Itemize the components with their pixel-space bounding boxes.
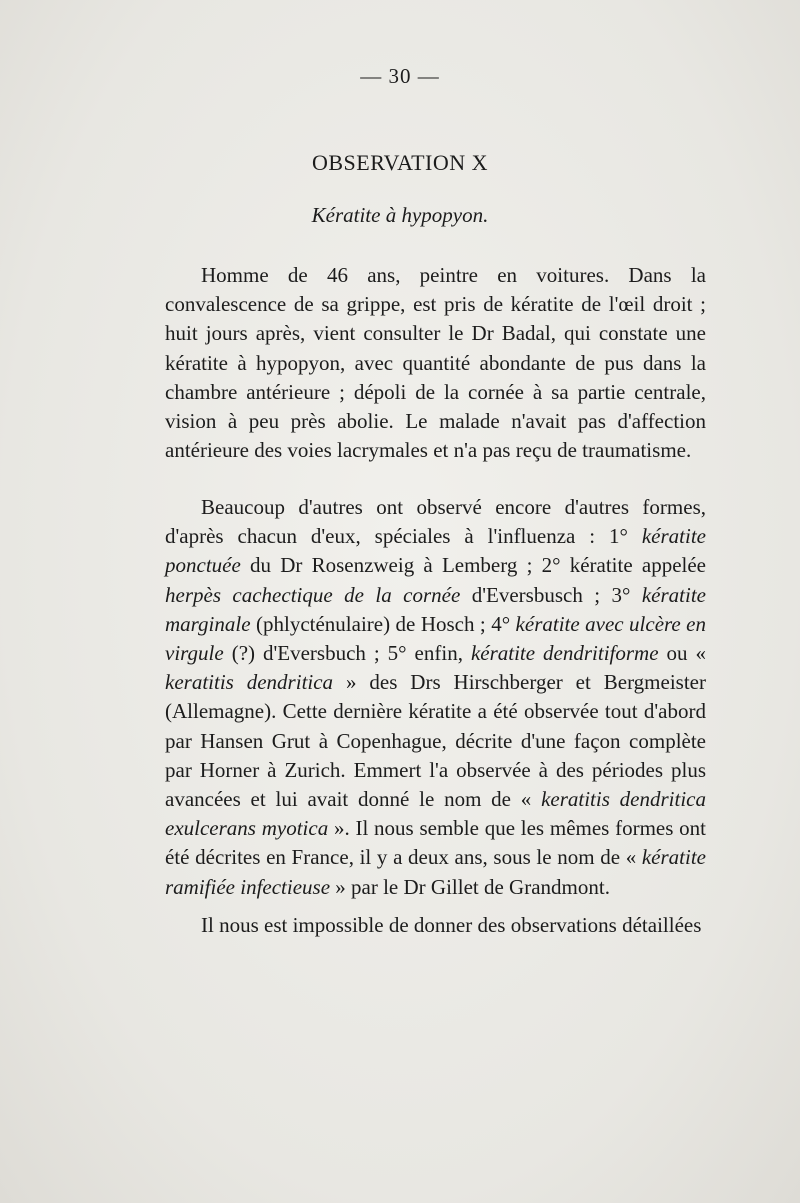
p2-text-3: d'Eversbusch ; 3°	[460, 582, 642, 607]
observation-subheading: Kératite à hypopyon.	[311, 203, 489, 227]
page-number: — 30 —	[360, 64, 440, 88]
p2-italic-7: keratitis dendritica exulcerans myotica	[165, 787, 706, 841]
observation-heading: OBSERVATION X	[311, 150, 489, 175]
p2-italic-1: kératite ponctuée	[165, 524, 706, 578]
p2-italic-5: kératite dendritiforme	[470, 641, 659, 666]
p2-text-2: du Dr Rosenzweig à Lemberg ; 2° kératite appelée	[240, 553, 706, 578]
p2-text-7: » des Drs Hirschberger et Bergmeister (Allemagne). Cette dernière kératite a été observée tout d'abord par Hansen Grut à Copenhague, décrite d'une façon complète par Horner à Zurich. Emmert l'a observée à des périodes plus avancées et lui avait donné le nom de «	[165, 670, 706, 812]
p2-text-5: (?) d'Eversbuch ; 5° enfin,	[223, 641, 471, 666]
p2-text-9: » par le Dr Gillet de Grandmont.	[330, 874, 610, 899]
p2-italic-6: keratitis dendritica	[165, 670, 334, 695]
p2-italic-8: kératite ramifiée infectieuse	[165, 845, 706, 899]
paragraph-2-text	[165, 493, 706, 902]
p2-text-8: ». Il nous semble que les mêmes formes ont été décrites en France, il y a deux ans, sous le nom de «	[165, 816, 706, 870]
p2-italic-3: kératite marginale	[165, 582, 706, 636]
paragraph-1-text: Homme de 46 ans, peintre en voitures. Dans la convalescence de sa grippe, est pris de kératite de l'œil droit ; huit jours après, vient consulter le Dr Badal, qui constate une kératite à hypopyon, avec quantité abondante de pus dans la chambre antérieure ; dépoli de la cornée à sa partie centrale, vision à peu près abolie. Le malade n'avait pas d'affection antérieure des voies lacrymales et n'a pas reçu de traumatisme.	[165, 263, 706, 463]
p2-text-1: Beaucoup d'autres ont observé encore d'autres formes, d'après chacun d'eux, spéciales à l'influenza : 1°	[165, 495, 706, 549]
paragraph-other-forms	[165, 493, 706, 902]
paragraph-3-text: Il nous est impossible de donner des observations détaillées	[201, 913, 702, 937]
p2-italic-4: kératite avec ulcère en virgule	[165, 611, 706, 666]
paragraph-case-description	[165, 261, 706, 465]
p2-italic-2: herpès cachectique de la cornée	[165, 582, 461, 607]
p2-text-4: (phlycténulaire) de Hosch ; 4°	[250, 611, 516, 636]
paragraph-continuation	[165, 911, 706, 940]
p2-text-6: ou «	[658, 641, 706, 666]
